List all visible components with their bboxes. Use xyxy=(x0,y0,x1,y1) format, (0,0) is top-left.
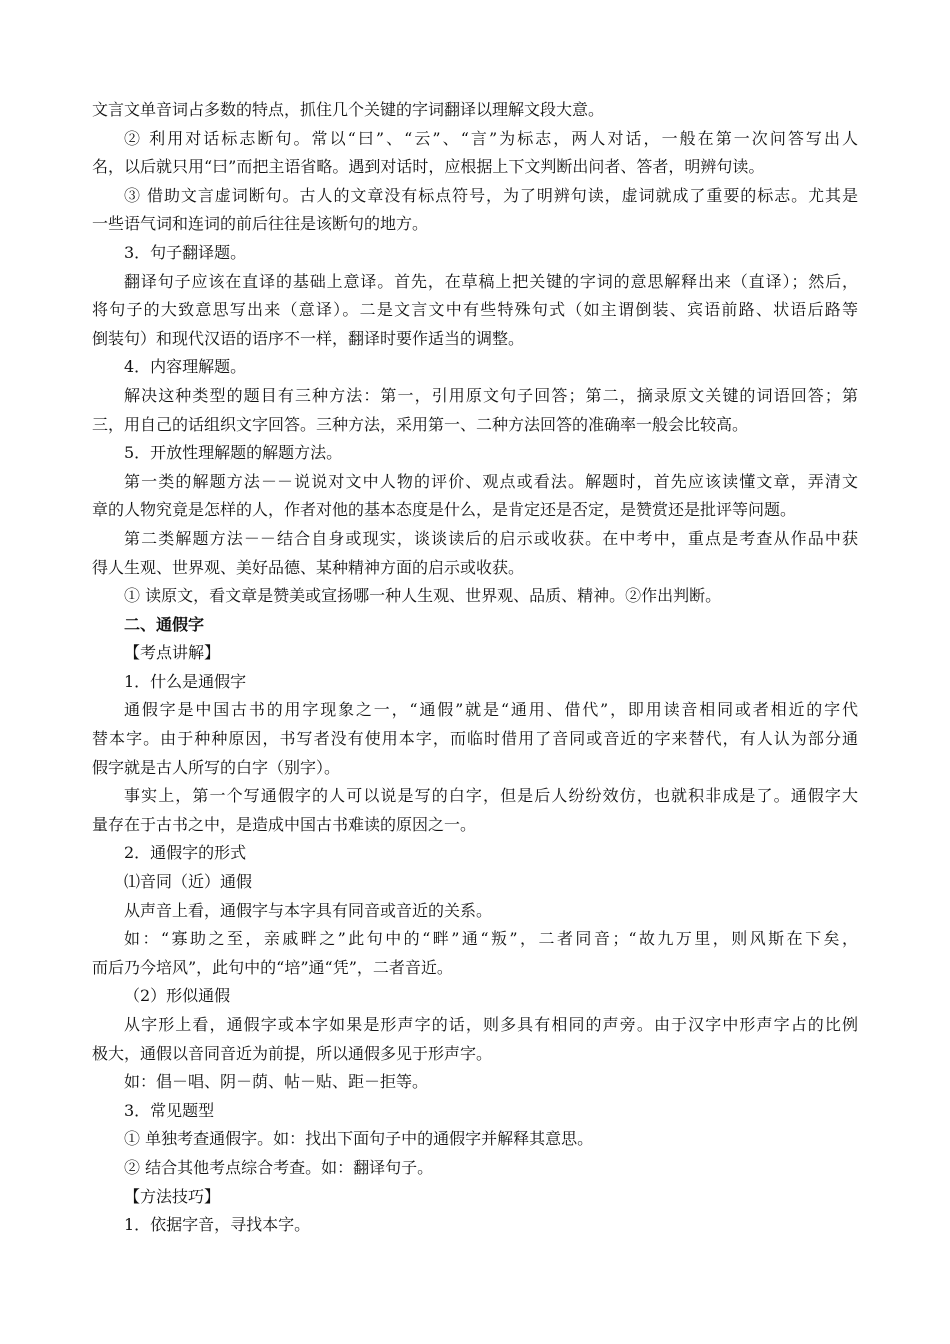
section-heading: 4．内容理解题。 xyxy=(124,357,247,377)
subsection-label: 【方法技巧】 xyxy=(124,1186,221,1206)
text-line: 第二类解题方法－－结合自身或现实，谈谈读后的启示或收获。在中考中，重点是考查从作品中获 xyxy=(124,528,858,548)
text-line: 从声音上看，通假字与本字具有同音或音近的关系。 xyxy=(124,900,493,920)
text-line: ③ 借助文言虚词断句。古人的文章没有标点符号，为了明辨句读，虚词就成了重要的标志。尤其是 xyxy=(124,185,858,205)
section-heading: 2．通假字的形式 xyxy=(124,843,247,863)
text-line: 替本字。由于种种原因，书写者没有使用本字，而临时借用了音同或音近的字来替代，有人认为部分通 xyxy=(92,729,858,749)
text-line: 第一类的解题方法－－说说对文中人物的评价、观点或看法。解题时，首先应该读懂文章，弄清文 xyxy=(124,471,858,491)
section-heading: 1．什么是通假字 xyxy=(124,671,247,691)
text-line: ① 单独考查通假字。如：找出下面句子中的通假字并解释其意思。 xyxy=(124,1129,594,1149)
text-line: 通假字是中国古书的用字现象之一，“通假”就是“通用、借代”，即用读音相同或者相近的字代 xyxy=(124,700,858,720)
text-line: 极大，通假以音同音近为前提，所以通假多见于形声字。 xyxy=(92,1043,493,1063)
text-line: 从字形上看，通假字或本字如果是形声字的话，则多具有相同的声旁。由于汉字中形声字占的比例 xyxy=(124,1015,858,1034)
text-line: 量存在于古书之中，是造成中国古书难读的原因之一。 xyxy=(92,814,477,834)
section-heading: 3．句子翻译题。 xyxy=(124,242,247,262)
document-page xyxy=(92,96,858,1240)
text-line: 三，用自己的话组织文字回答。三种方法，采用第一、二种方法回答的准确率一般会比较高。 xyxy=(92,414,749,434)
text-line: 如：倡－唱、阴－荫、帖－贴、距－拒等。 xyxy=(124,1072,429,1092)
text-line: 而后乃今培风”，此句中的“培”通“凭”，二者音近。 xyxy=(92,957,453,977)
section-heading: 5．开放性理解题的解题方法。 xyxy=(124,443,343,463)
text-line: 文言文单音词占多数的特点，抓住几个关键的字词翻译以理解文段大意。 xyxy=(92,100,605,119)
text-line: 一些语气词和连词的前后往往是该断句的地方。 xyxy=(92,214,429,234)
text-line: 将句子的大致意思写出来（意译）。二是文言文中有些特殊句式（如主谓倒装、宾语前路、状语后路等 xyxy=(92,300,858,320)
text-line: ② 利用对话标志断句。常以“曰”、“云”、“言”为标志，两人对话，一般在第一次问答写出人 xyxy=(124,128,858,148)
section-heading: 3．常见题型 xyxy=(124,1100,215,1120)
text-line: 事实上，第一个写通假字的人可以说是写的白字，但是后人纷纷效仿，也就积非成是了。通假字大 xyxy=(124,786,858,806)
subsection-label: （2）形似通假 xyxy=(124,986,231,1006)
text-line: 翻译句子应该在直译的基础上意译。首先，在草稿上把关键的字词的意思解释出来（直译）；然后， xyxy=(124,271,858,291)
text-line: ① 读原文，看文章是赞美或宣扬哪一种人生观、世界观、品质、精神。②作出判断。 xyxy=(124,586,722,606)
text-line: 如：“寡助之至，亲戚畔之”此句中的“畔”通“叛”，二者同音；“故九万里，则风斯在下矣， xyxy=(124,929,858,949)
text-line: 假字就是古人所写的白字（别字）。 xyxy=(92,757,341,777)
text-line: 倒装句）和现代汉语的语序不一样，翻译时要作适当的调整。 xyxy=(92,328,525,348)
text-line: 得人生观、世界观、美好品德、某种精神方面的启示或收获。 xyxy=(92,557,525,577)
text-line: 名，以后就只用“曰”而把主语省略。遇到对话时，应根据上下文判断出问者、答者，明辨句读。 xyxy=(92,157,765,177)
subsection-label: 【考点讲解】 xyxy=(124,643,221,663)
chapter-heading: 二、通假字 xyxy=(124,614,205,634)
section-heading: 1．依据字音，寻找本字。 xyxy=(124,1215,311,1235)
subsection-label: ⑴音同（近）通假 xyxy=(124,872,253,892)
text-line: 章的人物究竟是怎样的人，作者对他的基本态度是什么，是肯定还是否定，是赞赏还是批评等问题。 xyxy=(92,500,797,520)
text-line: ② 结合其他考点综合考查。如：翻译句子。 xyxy=(124,1157,434,1177)
text-line: 解决这种类型的题目有三种方法：第一，引用原文句子回答；第二，摘录原文关键的词语回答；第 xyxy=(124,385,858,405)
